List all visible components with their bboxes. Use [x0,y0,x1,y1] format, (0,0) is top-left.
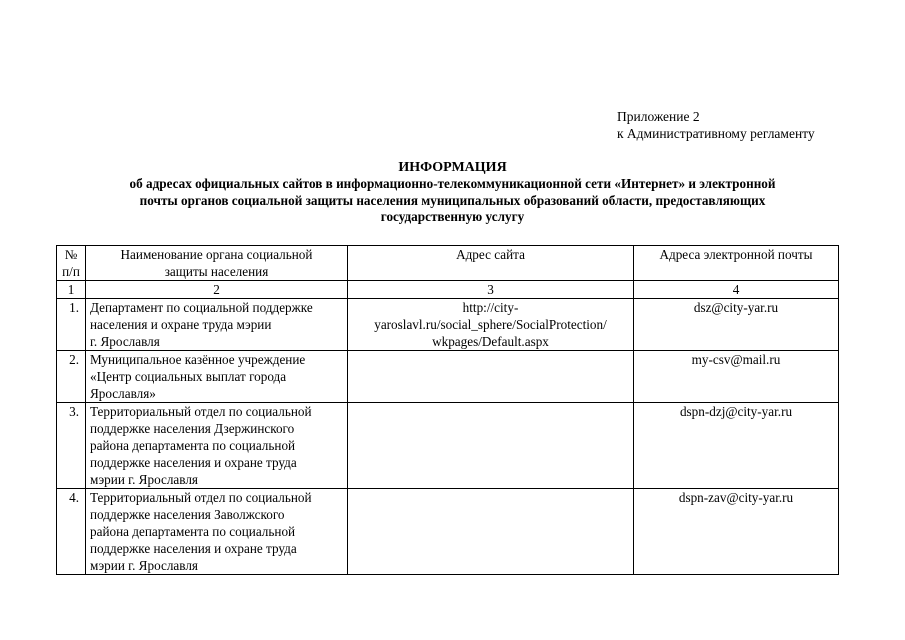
site-url-line: yaroslavl.ru/social_sphere/SocialProtection/ [374,317,607,332]
row-number: 1. [57,299,86,351]
org-name-line: поддержке населения и охране труда [90,455,297,470]
org-name-line: района департамента по социальной [90,524,296,539]
org-name-line: Ярославля» [90,386,156,401]
email-address: dsz@city-yar.ru [634,299,839,351]
site-url [348,299,634,351]
org-name-line: Департамент по социальной поддержке [90,300,313,315]
header-num-line-2: п/п [62,264,80,279]
document-title: ИНФОРМАЦИЯ [398,160,507,175]
site-url-line: http://city- [462,300,519,315]
org-name [86,489,348,575]
col-number-3: 3 [348,281,634,299]
header-site: Адрес сайта [348,246,634,281]
email-address: dspn-dzj@city-yar.ru [634,403,839,489]
appendix-line-2: к Административному регламенту [617,126,815,141]
table-row [57,351,839,403]
header-email: Адреса электронной почты [634,246,839,281]
email-address: dspn-zav@city-yar.ru [634,489,839,575]
appendix-note [617,108,815,142]
subtitle-line-1: об адресах официальных сайтов в информационно-телекоммуникационной сети «Интернет» и электронной [129,176,776,191]
col-number-2: 2 [86,281,348,299]
column-number-row [57,281,839,299]
org-name-line: поддержке населения и охране труда [90,541,297,556]
org-name-line: г. Ярославля [90,334,160,349]
row-number: 4. [57,489,86,575]
table-row [57,403,839,489]
header-name-line-1: Наименование органа социальной [120,247,313,262]
org-name-line: мэрии г. Ярославля [90,558,198,573]
org-name-line: поддержке населения Заволжского [90,507,285,522]
org-name-line: поддержке населения Дзержинского [90,421,295,436]
table-row [57,299,839,351]
site-url [348,351,634,403]
site-url-line: wkpages/Default.aspx [432,334,549,349]
org-name-line: района департамента по социальной [90,438,296,453]
subtitle-line-2: почты органов социальной защиты населения муниципальных образований области, предоставляющих [139,192,766,208]
col-number-1: 1 [57,281,86,299]
org-name [86,403,348,489]
info-table [56,245,839,575]
col-number-4: 4 [634,281,839,299]
org-name [86,299,348,351]
row-number: 2. [57,351,86,403]
table-header-row [57,246,839,281]
org-name-line: Территориальный отдел по социальной [90,490,312,505]
org-name-line: населения и охране труда мэрии [90,317,272,332]
header-name [86,246,348,281]
header-num-line-1: № [64,247,78,262]
org-name [86,351,348,403]
subtitle-line-3: государственную услугу [380,209,525,224]
header-name-line-2: защиты населения [164,264,269,279]
email-address: my-csv@mail.ru [634,351,839,403]
org-name-line: Территориальный отдел по социальной [90,404,312,419]
org-name-line: Муниципальное казённое учреждение [90,352,306,367]
appendix-line-1: Приложение 2 [617,109,700,124]
org-name-line: мэрии г. Ярославля [90,472,198,487]
header-num [57,246,86,281]
site-url [348,403,634,489]
document-subtitle [60,176,845,226]
org-name-line: «Центр социальных выплат города [90,369,287,384]
table-row [57,489,839,575]
row-number: 3. [57,403,86,489]
site-url [348,489,634,575]
